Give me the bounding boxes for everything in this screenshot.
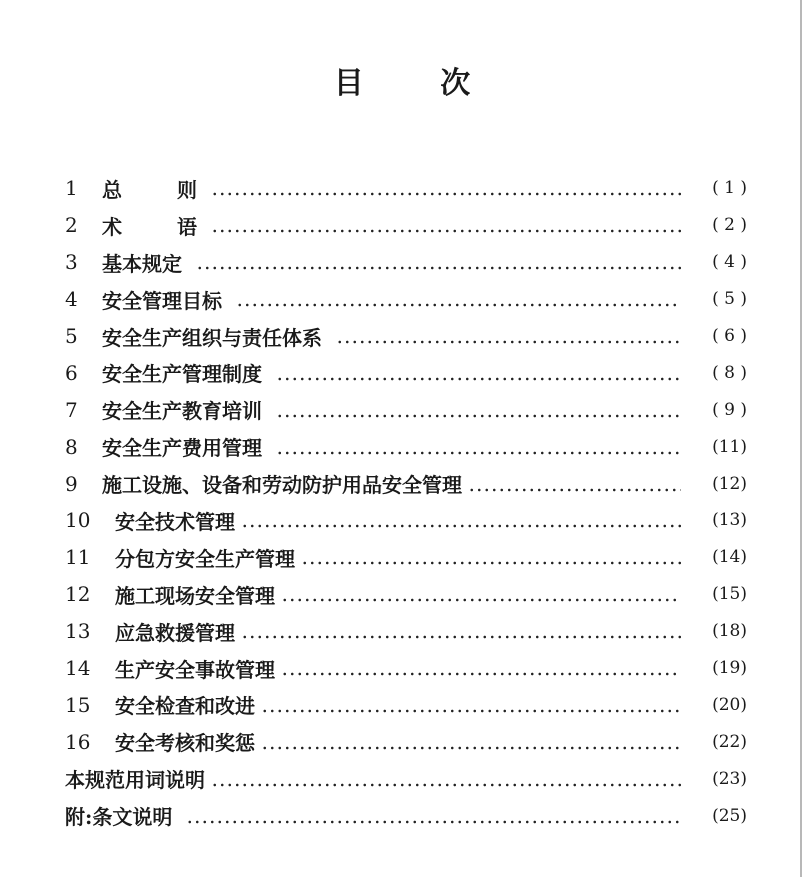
page-title: 目 次 [333,66,473,101]
toc-entry-3 [65,244,747,281]
toc-entry-14 [65,650,747,687]
toc-entry-15 [65,686,747,723]
entry-number: 12 [65,582,91,607]
entry-title: 安全生产费用管理 [102,436,262,461]
entry-title: 安全检查和改进 [115,694,255,719]
dot-leader [236,289,681,309]
dot-leader [211,215,681,235]
entry-title: 安全管理目标 [102,288,222,313]
toc-entry-2 [65,207,747,244]
entry-page: ( 8 ) [712,362,747,383]
entry-number: 15 [65,692,91,717]
toc-entry-8 [65,428,747,465]
dot-leader [196,252,681,272]
toc-entry-4 [65,281,747,318]
entry-title: 生产安全事故管理 [115,657,275,682]
entry-page: (11) [712,436,747,457]
entry-title: 术 语 [102,214,197,239]
entry-number: 6 [65,360,78,385]
entry-number: 13 [65,619,91,644]
toc-entry-12 [65,576,747,613]
entry-page: (12) [712,473,747,494]
dot-leader [276,437,681,457]
entry-page: ( 6 ) [712,326,747,346]
dot-leader [276,363,681,383]
entry-page: (23) [712,768,747,789]
entry-title: 分包方安全生产管理 [115,546,295,571]
toc-entry-6 [65,354,747,391]
entry-title: 基本规定 [102,251,182,276]
entry-number: 7 [65,397,78,422]
toc-entry-11 [65,539,747,576]
toc-entry-1 [65,170,747,207]
dot-leader [241,510,681,530]
entry-title: 安全技术管理 [115,509,235,534]
dot-leader [261,732,681,752]
toc-entry-5 [65,318,747,355]
entry-page: (13) [712,510,747,531]
entry-number: 4 [65,287,78,312]
dot-leader [468,474,681,494]
entry-title: 施工现场安全管理 [115,583,275,608]
entry-page: (25) [712,805,747,826]
dot-leader [241,621,681,641]
dot-leader [261,695,681,715]
entry-number: 14 [65,656,91,681]
toc-entry-appendix [65,797,747,834]
entry-title: 本规范用词说明 [65,768,205,793]
entry-title: 安全考核和奖惩 [115,731,255,756]
dot-leader [211,769,681,789]
dot-leader [336,326,681,346]
entry-title: 附:条文说明 [65,805,173,830]
entry-title: 安全生产组织与责任体系 [102,325,322,350]
dot-leader [281,584,681,604]
entry-title: 安全生产教育培训 [102,399,262,424]
entry-page: ( 9 ) [712,399,747,420]
entry-number: 3 [65,250,78,275]
toc-entry-wording [65,760,747,797]
page-edge-line [800,0,802,877]
entry-number: 11 [65,545,91,570]
entry-number: 16 [65,729,91,754]
entry-title: 安全生产管理制度 [102,362,262,387]
entry-page: ( 2 ) [712,215,747,236]
entry-title: 总 则 [102,177,197,202]
entry-page: ( 1 ) [712,178,747,199]
entry-page: (22) [712,731,747,752]
entry-number: 9 [65,471,78,496]
toc-entry-10 [65,502,747,539]
dot-leader [186,806,681,826]
dot-leader [301,547,681,567]
dot-leader [211,178,681,198]
toc-entry-13 [65,613,747,650]
entry-page: (14) [712,547,747,568]
entry-page: (20) [712,694,747,715]
entry-number: 5 [65,324,78,348]
entry-number: 8 [65,434,78,459]
entry-page: (19) [712,658,747,679]
entry-number: 10 [65,508,91,533]
entry-page: (18) [712,621,747,642]
dot-leader [276,400,681,420]
entry-page: ( 4 ) [712,252,747,273]
dot-leader [281,658,681,678]
table-of-contents [65,170,747,834]
entry-title: 应急救援管理 [115,620,235,645]
entry-number: 2 [65,213,78,238]
toc-entry-16 [65,723,747,760]
entry-number: 1 [65,176,78,201]
entry-page: (15) [712,584,747,605]
entry-page: ( 5 ) [712,289,747,310]
toc-entry-9 [65,465,747,502]
toc-entry-7 [65,391,747,428]
entry-title: 施工设施、设备和劳动防护用品安全管理 [102,473,462,498]
